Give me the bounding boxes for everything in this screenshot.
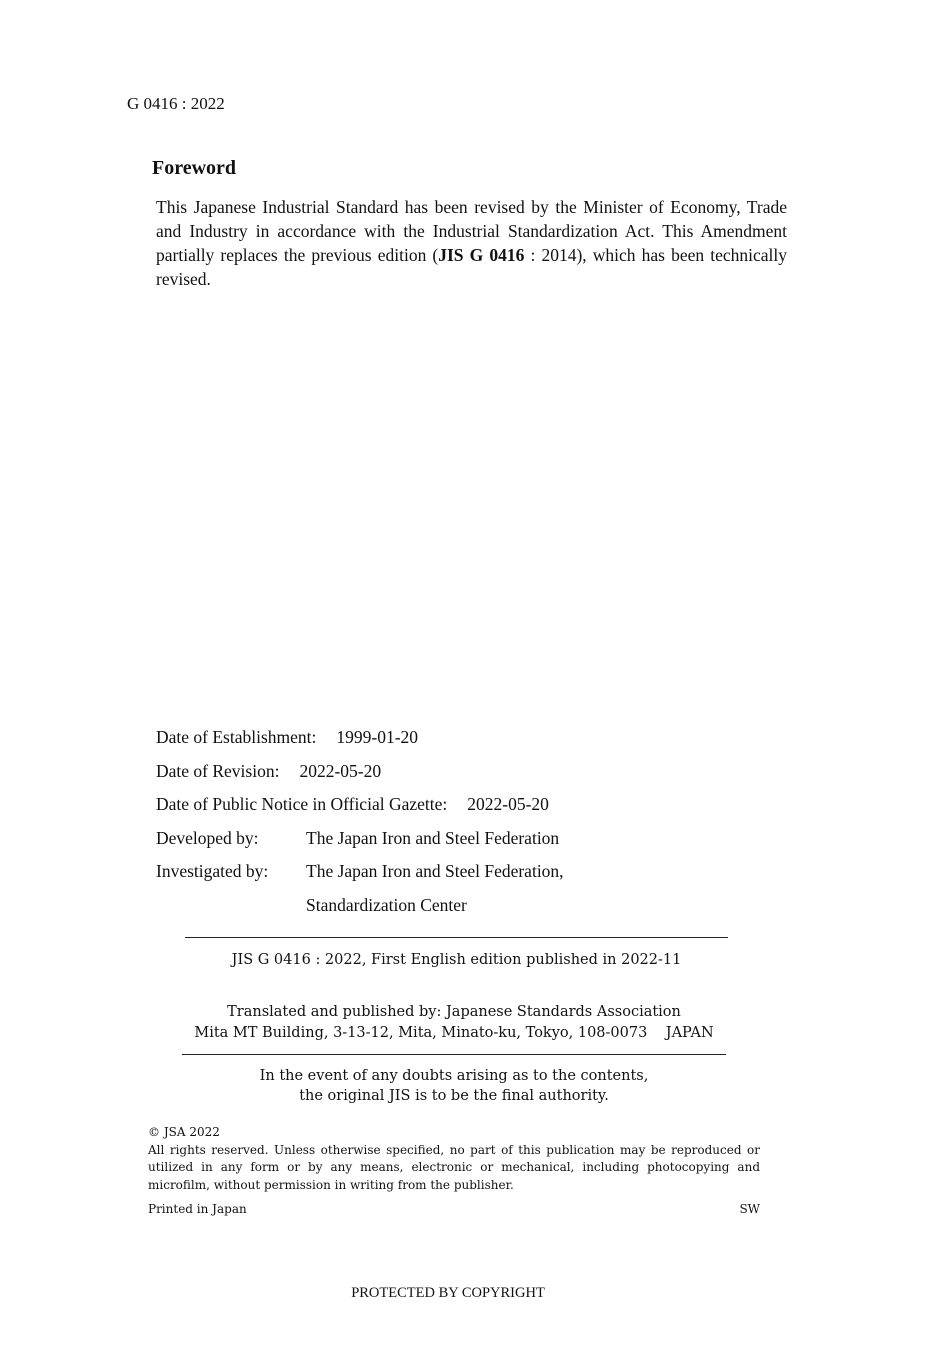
public-notice-label: Date of Public Notice in Official Gazette:	[156, 794, 448, 814]
divider-top	[185, 937, 728, 938]
standard-dates-block	[156, 725, 564, 926]
foreword-heading: Foreword	[152, 157, 237, 179]
divider-bottom	[182, 1054, 726, 1055]
publisher-block	[182, 1002, 726, 1044]
investigated-by-label: Investigated by:	[156, 861, 269, 881]
establishment-date: 1999-01-20	[336, 727, 419, 747]
public-notice-date: 2022-05-20	[467, 794, 549, 814]
developed-by-row	[156, 826, 564, 860]
edition-statement: JIS G 0416 : 2022, First English edition published in 2022-11	[231, 952, 682, 968]
document-code: G 0416 : 2022	[127, 94, 225, 113]
authority-notice	[182, 1066, 726, 1106]
copyright-mark: © JSA 2022	[148, 1125, 220, 1139]
investigated-by-value: The Japan Iron and Steel Federation,	[306, 861, 564, 881]
developed-by-label: Developed by:	[156, 827, 259, 848]
revision-row	[156, 759, 564, 793]
foreword-text-start: This Japanese Industrial Standard has been revised by the Minister of Economy, Trade and Industry in accordance with the Industrial Standardization Act. This Amendment partially replaces the previous edition (	[156, 197, 787, 265]
authority-line-1: In the event of any doubts arising as to the contents,	[259, 1068, 649, 1084]
investigated-by-row	[156, 859, 564, 893]
foreword-paragraph	[156, 195, 787, 291]
printed-in: Printed in Japan	[148, 1202, 247, 1216]
investigated-by-row-continued	[156, 893, 564, 927]
printer-code: SW	[739, 1202, 760, 1216]
developed-by-value: The Japan Iron and Steel Federation	[306, 827, 560, 848]
public-notice-row	[156, 792, 564, 826]
establishment-label: Date of Establishment:	[156, 727, 317, 747]
publisher-address: Mita MT Building, 3-13-12, Mita, Minato-ku, Tokyo, 108-0073 JAPAN	[194, 1025, 714, 1041]
establishment-row	[156, 725, 564, 759]
copyright-protection-notice: PROTECTED BY COPYRIGHT	[351, 1285, 545, 1301]
rights-statement: All rights reserved. Unless otherwise specified, no part of this publication may be reproduced or utilized in any form or by any means, electronic or mechanical, including photocopying and microfilm, without permission in writing from the publisher.	[148, 1142, 760, 1192]
copyright-block	[148, 1124, 760, 1194]
foreword-text-end: : 2014), which has been technically revised.	[156, 245, 787, 289]
previous-edition-reference: JIS G 0416	[438, 245, 525, 265]
revision-date: 2022-05-20	[299, 760, 382, 781]
investigated-by-value-continued: Standardization Center	[306, 894, 467, 915]
authority-line-2: the original JIS is to be the final authority.	[299, 1088, 609, 1104]
publisher-name: Translated and published by: Japanese Standards Association	[227, 1004, 681, 1020]
revision-label: Date of Revision:	[156, 760, 280, 781]
